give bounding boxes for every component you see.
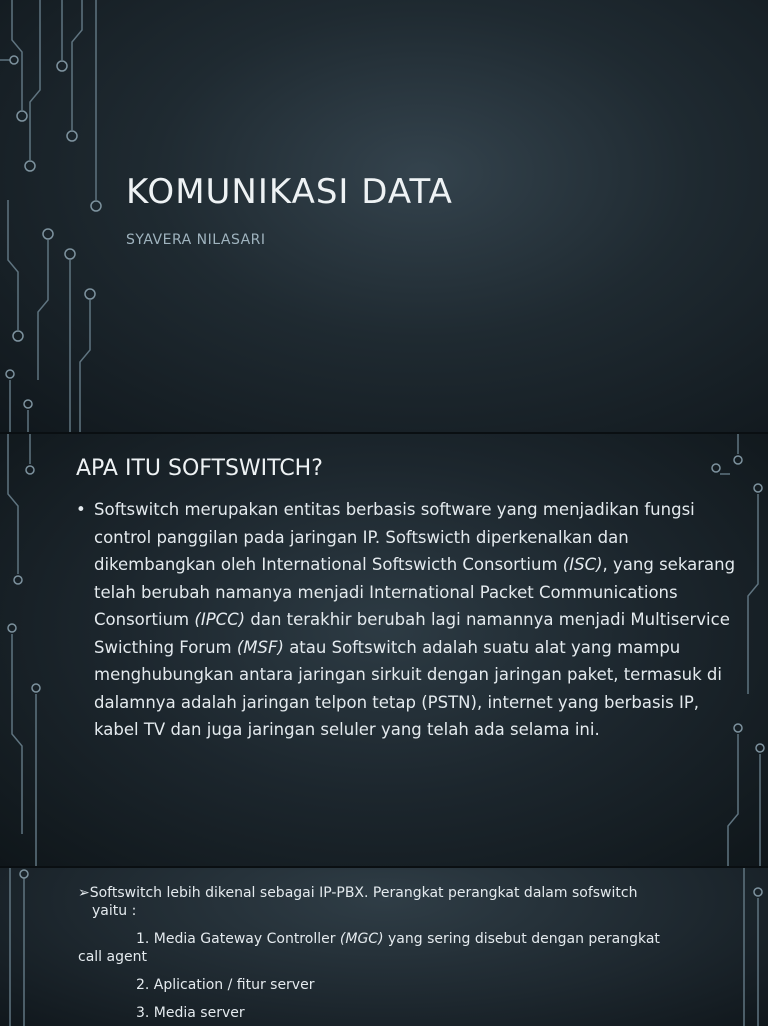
circuit-decoration-left — [0, 0, 110, 432]
component-item-2: 2. Aplication / fitur server — [136, 977, 315, 993]
components-intro: ➢Softswitch lebih dikenal sebagai IP-PBX. Perangkat perangkat dalam sofswitch — [78, 885, 638, 901]
abbr-msf: (MSF) — [236, 637, 284, 657]
component-item-1-continued: call agent — [78, 949, 147, 965]
definition-bullet — [76, 496, 736, 744]
slide-heading: APA ITU SOFTSWITCH? — [76, 456, 323, 481]
abbr-mgc: (MGC) — [339, 931, 384, 947]
arrow-bullet-icon: ➢ — [78, 885, 90, 901]
circuit-decoration-left — [0, 434, 60, 866]
abbr-isc: (ISC) — [562, 555, 603, 574]
circuit-decoration-right — [718, 868, 768, 1026]
definition-text: Softswitch merupakan entitas berbasis software yang menjadikan fungsi control panggilan pada jaringan IP. Softswicth diperkenalkan dan dikembangkan oleh International Softswicth Consortium (ISC), yang sekarang telah berubah namanya menjadi International Packet Communications Consortium (IPCC) dan terakhir berubah lagi namannya menjadi Multiservice Swicthing Forum (MSF) atau Softswitch adalah suatu alat yang mampu menghubungkan antara jaringan sirkuit dengan jaringan paket, termasuk di dalamnya adalah jaringan telpon tetap (PSTN), internet yang berbasis IP, kabel TV dan juga jaringan seluler yang telah ada selama ini. — [94, 500, 736, 739]
component-item-1: 1. Media Gateway Controller (MGC) yang sering disebut dengan perangkat — [136, 931, 660, 947]
slide-title — [0, 0, 768, 432]
slide-subtitle-author: SYAVERA NILASARI — [126, 232, 266, 248]
component-item-3: 3. Media server — [136, 1005, 245, 1021]
bullet-icon: • — [76, 500, 86, 519]
abbr-ipcc: (IPCC) — [194, 610, 246, 629]
circuit-decoration-left — [0, 868, 50, 1026]
slide-softswitch-components — [0, 866, 768, 1026]
components-intro-continued: yaitu : — [92, 903, 137, 919]
slide-title-heading: KOMUNIKASI DATA — [126, 172, 453, 212]
slide-softswitch-definition — [0, 432, 768, 866]
